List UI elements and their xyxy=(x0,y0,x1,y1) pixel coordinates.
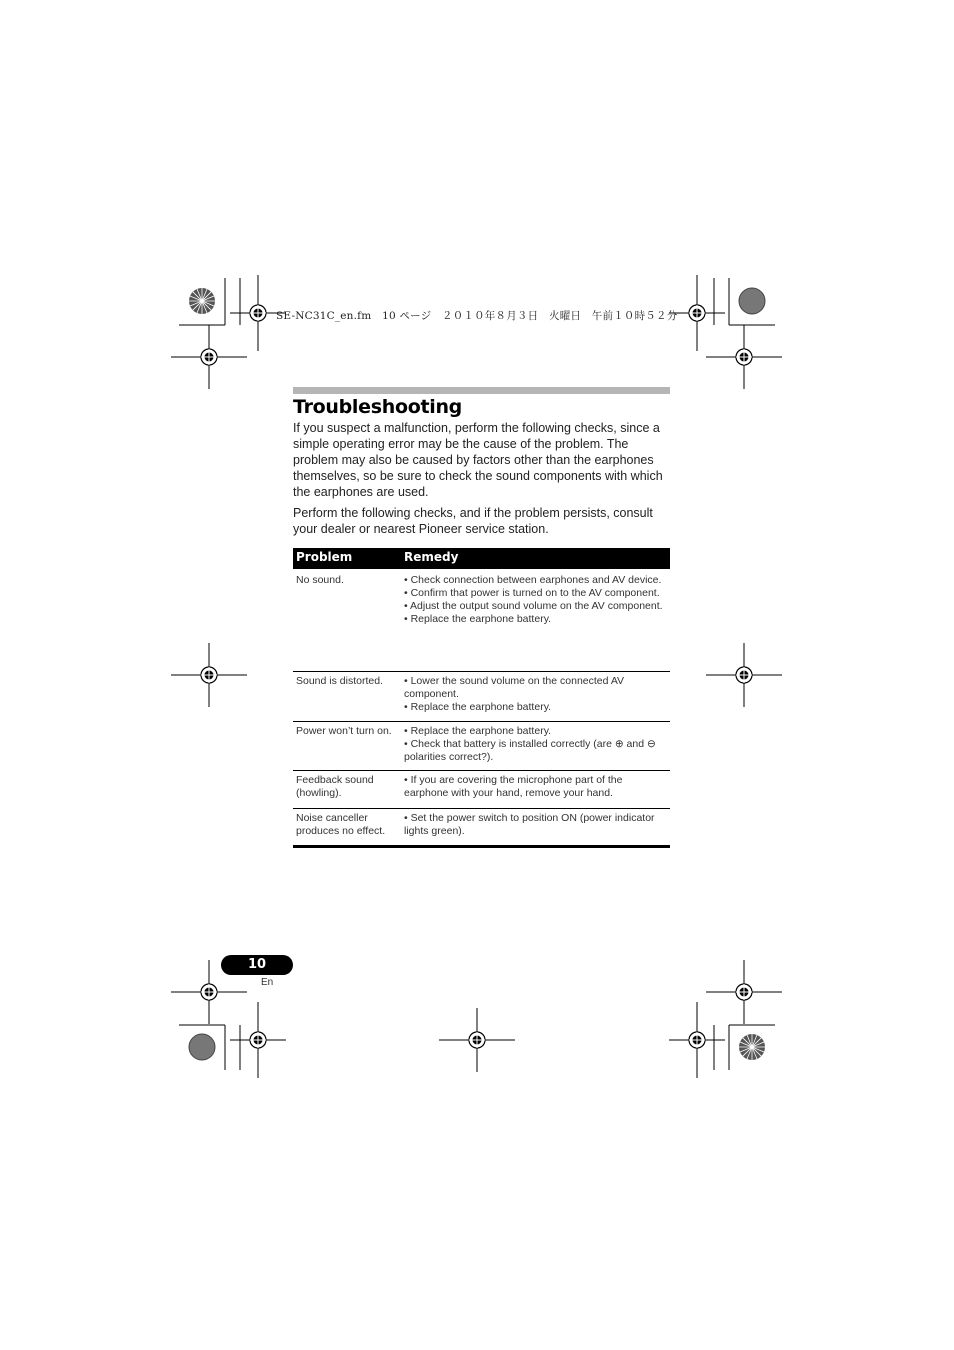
table-row xyxy=(293,771,670,809)
table-row xyxy=(293,672,670,722)
page-title: Troubleshooting xyxy=(293,396,462,418)
problem-cell: Noise canceller produces no effect. xyxy=(296,812,386,837)
followup-paragraph: Perform the following checks, and if the problem persists, consult your dealer or nearest Pioneer service station. xyxy=(293,506,653,536)
problem-cell: No sound. xyxy=(296,574,344,586)
remedy-cell xyxy=(404,725,666,764)
remedy-item: • Set the power switch to position ON (power indicator lights green). xyxy=(404,812,655,837)
problem-cell: Sound is distorted. xyxy=(296,675,383,687)
remedy-cell xyxy=(404,774,666,800)
problem-cell: Feedback sound (howling). xyxy=(296,774,374,799)
remedy-cell xyxy=(404,574,666,626)
remedy-item: • Check connection between earphones and AV device. xyxy=(404,574,662,586)
remedy-item: • Lower the sound volume on the connected AV component. xyxy=(404,675,625,700)
file-header: SE-NC31C_en.fm 10 ページ ２０１０年８月３日 火曜日 午前１０時５２分 xyxy=(276,310,678,322)
table-row xyxy=(293,722,670,771)
language-label: En xyxy=(261,977,274,988)
remedy-item: • If you are covering the microphone part of the earphone with your hand, remove your hand. xyxy=(404,774,623,799)
page-number-badge: 10 xyxy=(221,955,293,975)
remedy-item: • Adjust the output sound volume on the AV component. xyxy=(404,600,663,612)
table-row xyxy=(293,569,670,672)
table-row xyxy=(293,809,670,848)
header-problem: Problem xyxy=(296,550,353,564)
remedy-cell xyxy=(404,812,666,838)
troubleshooting-table xyxy=(293,548,670,848)
remedy-cell xyxy=(404,675,666,714)
table-header xyxy=(293,548,670,569)
problem-cell: Power won’t turn on. xyxy=(296,725,392,737)
remedy-item: • Replace the earphone battery. xyxy=(404,613,552,625)
remedy-item: • Replace the earphone battery. xyxy=(404,725,552,737)
header-remedy: Remedy xyxy=(404,550,459,564)
remedy-item: • Replace the earphone battery. xyxy=(404,701,552,713)
remedy-item: • Confirm that power is turned on to the AV component. xyxy=(404,587,660,599)
intro-paragraph: If you suspect a malfunction, perform the following checks, since a simple operating error may be the cause of the problem. The problem may also be caused by factors other than the earphones themselves, so be sure to check the sound components with which the earphones are used. xyxy=(293,421,663,499)
section-top-bar xyxy=(293,387,670,394)
remedy-item: • Check that battery is installed correctly (are ⊕ and ⊖ polarities correct?). xyxy=(404,738,656,763)
